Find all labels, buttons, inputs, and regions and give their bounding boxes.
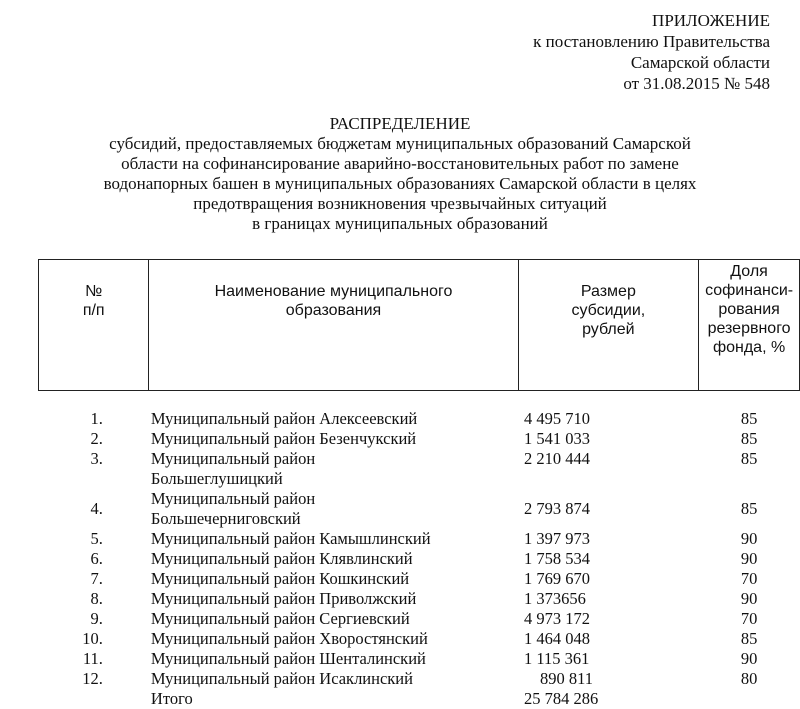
row-amount: 2 210 444	[524, 449, 591, 468]
subsidy-table	[38, 259, 800, 709]
row-name: Муниципальный район Большеглушицкий	[150, 449, 316, 488]
row-num: 4.	[90, 499, 103, 518]
document-title	[30, 114, 770, 234]
total-label: Итого	[150, 689, 193, 708]
row-name: Муниципальный район Безенчукский	[150, 429, 417, 448]
table-row	[39, 569, 800, 589]
annex-block	[350, 10, 770, 94]
row-name: Муниципальный район Большечерниговский	[150, 489, 316, 528]
row-share: 85	[740, 409, 758, 428]
row-num: 2.	[90, 429, 103, 448]
header-name: Наименование муниципального образования	[149, 260, 518, 391]
row-share: 90	[740, 529, 758, 548]
row-share: 70	[740, 569, 758, 588]
header-num: № п/п	[39, 260, 149, 391]
annex-line: к постановлению Правительства	[533, 32, 770, 51]
table-row	[39, 669, 800, 689]
table-row	[39, 409, 800, 429]
row-amount: 1 464 048	[524, 629, 591, 648]
row-amount: 1 397 973	[524, 529, 591, 548]
table-header-row	[39, 260, 800, 391]
row-num: 10.	[82, 629, 103, 648]
row-num: 1.	[90, 409, 103, 428]
row-share: 85	[740, 429, 758, 448]
title-line: субсидий, предоставляемых бюджетам муниципальных образований Самарской	[109, 134, 691, 153]
row-amount: 1 115 361	[524, 649, 590, 668]
row-name: Муниципальный район Хворостянский	[150, 629, 428, 648]
table-row	[39, 589, 800, 609]
table-row	[39, 449, 800, 489]
table-row	[39, 529, 800, 549]
header-share: Доля софинанси- рования резервного фонда, %	[699, 260, 800, 391]
row-amount: 1 541 033	[524, 429, 591, 448]
table-row	[39, 489, 800, 529]
table-row	[39, 629, 800, 649]
row-num: 8.	[90, 589, 103, 608]
annex-title: ПРИЛОЖЕНИЕ	[652, 11, 770, 30]
row-amount: 1 769 670	[524, 569, 591, 588]
table-row	[39, 549, 800, 569]
row-num: 7.	[90, 569, 103, 588]
row-num: 3.	[90, 449, 103, 468]
total-amount: 25 784 286	[524, 689, 599, 708]
title-line: предотвращения возникновения чрезвычайных ситуаций	[193, 194, 607, 213]
document-heading: РАСПРЕДЕЛЕНИЕ	[329, 114, 471, 133]
row-share: 85	[740, 449, 758, 468]
row-name: Муниципальный район Шенталинский	[150, 649, 426, 668]
row-name: Муниципальный район Исаклинский	[150, 669, 413, 688]
row-name: Муниципальный район Приволжский	[150, 589, 417, 608]
annex-line: Самарской области	[630, 53, 770, 72]
annex-date-number: от 31.08.2015 № 548	[623, 74, 770, 93]
row-num: 5.	[90, 529, 103, 548]
table-row	[39, 649, 800, 669]
row-num: 12.	[82, 669, 103, 688]
row-share: 90	[740, 589, 758, 608]
total-row	[39, 689, 800, 709]
row-share: 70	[740, 609, 758, 628]
row-share: 85	[740, 499, 758, 518]
row-name: Муниципальный район Камышлинский	[150, 529, 431, 548]
row-share: 80	[740, 669, 758, 688]
row-amount: 1 758 534	[524, 549, 591, 568]
row-name: Муниципальный район Кошкинский	[150, 569, 410, 588]
header-amount: Размер субсидии, рублей	[518, 260, 699, 391]
title-line: водонапорных башен в муниципальных образованиях Самарской области в целях	[103, 174, 697, 193]
row-name: Муниципальный район Алексеевский	[150, 409, 418, 428]
row-name: Муниципальный район Сергиевский	[150, 609, 410, 628]
table-row	[39, 609, 800, 629]
row-name: Муниципальный район Клявлинский	[150, 549, 413, 568]
table-row	[39, 429, 800, 449]
title-line: области на софинансирование аварийно-восстановительных работ по замене	[121, 154, 679, 173]
row-share: 85	[740, 629, 758, 648]
row-share: 90	[740, 649, 758, 668]
row-amount: 4 495 710	[524, 409, 591, 428]
row-num: 6.	[90, 549, 103, 568]
row-num: 11.	[82, 649, 103, 668]
row-amount: 890 811	[540, 669, 594, 688]
row-num: 9.	[90, 609, 103, 628]
row-amount: 4 973 172	[524, 609, 591, 628]
row-amount: 2 793 874	[524, 499, 591, 518]
row-amount: 1 373656	[524, 589, 586, 608]
row-share: 90	[740, 549, 758, 568]
title-line: в границах муниципальных образований	[252, 214, 548, 233]
